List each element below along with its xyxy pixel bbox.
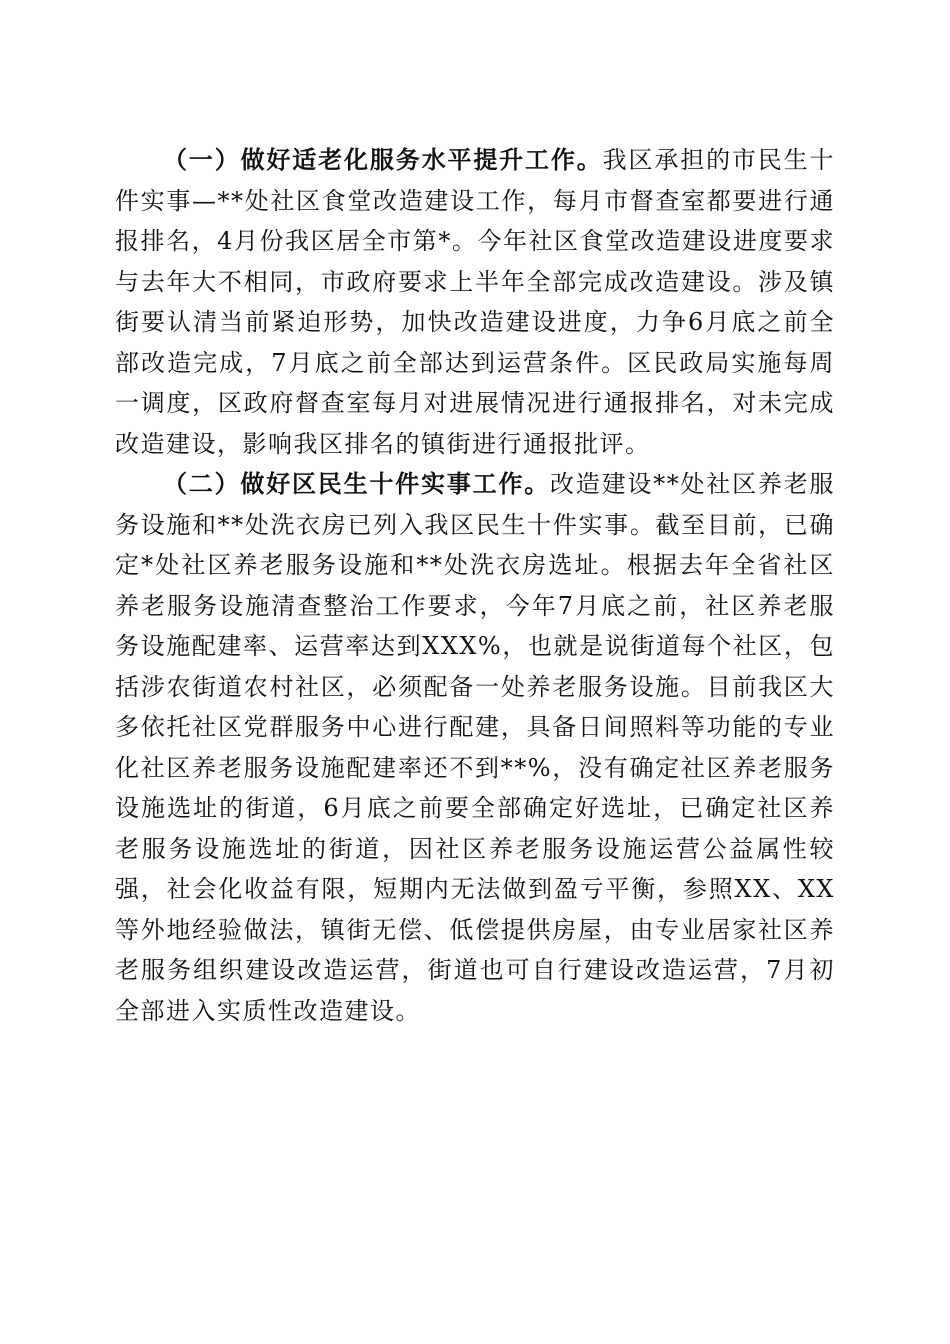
paragraph-2 [115,464,835,1031]
document-body [115,140,835,1031]
paragraph-2-heading: （二）做好区民生十件实事工作。 [163,469,550,498]
paragraph-2-text: 改造建设**处社区养老服务设施和**处洗衣房已列入我区民生十件实事。截至目前，已确定*处社区养老服务设施和**处洗衣房选址。根据去年全省社区养老服务设施清查整治工作要求，今年7月底之前，社区养老服务设施配建率、运营率达到XXX%，也就是说街道每个社区，包括涉农街道农村社区，必须配备一处养老服务设施。目前我区大多依托社区党群服务中心进行配建，具备日间照料等功能的专业化社区养老服务设施配建率还不到**%，没有确定社区养老服务设施选址的街道，6月底之前要全部确定好选址，已确定社区养老服务设施选址的街道，因社区养老服务设施运营公益属性较强，社会化收益有限，短期内无法做到盈亏平衡，参照XX、XX等外地经验做法，镇街无偿、低偿提供房屋，由专业居家社区养老服务组织建设改造运营，街道也可自行建设改造运营，7月初全部进入实质性改造建设。 [115,470,835,1025]
paragraph-1-text: 我区承担的市民生十件实事—**处社区食堂改造建设工作，每月市督查室都要进行通报排名，4月份我区居全市第*。今年社区食堂改造建设进度要求与去年大不相同，市政府要求上半年全部完成改造建设。涉及镇街要认清当前紧迫形势，加快改造建设进度，力争6月底之前全部改造完成，7月底之前全部达到运营条件。区民政局实施每周一调度，区政府督查室每月对进展情况进行通报排名，对未完成改造建设，影响我区排名的镇街进行通报批评。 [115,146,836,458]
paragraph-1-heading: （一）做好适老化服务水平提升工作。 [163,145,603,174]
paragraph-1 [115,140,835,464]
